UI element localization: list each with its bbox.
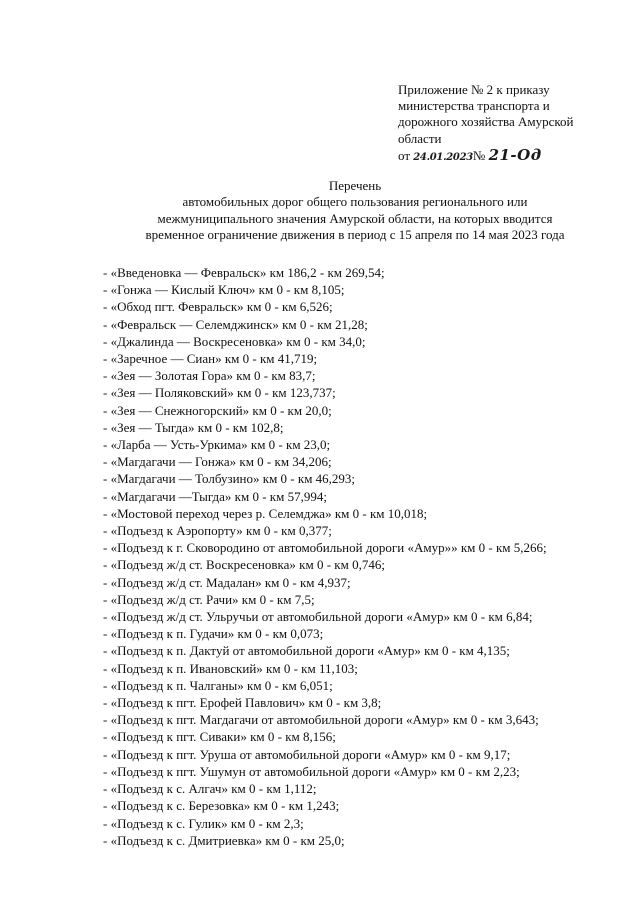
road-item: - «Заречное — Сиан» км 0 - км 41,719; (103, 351, 318, 367)
title-line: межмуниципального значения Амурской области, на которых вводится (157, 210, 553, 226)
road-item: - «Магдагачи —Тыгда» км 0 - км 57,994; (103, 488, 327, 504)
road-item: - «Подъезд ж/д ст. Рачи» км 0 - км 7,5; (103, 591, 315, 607)
handwritten-date: 24.01.2023 (413, 151, 473, 163)
road-item: - «Подъезд к с. Алгач» км 0 - км 1,112; (103, 781, 317, 797)
road-item: - «Магдагачи — Толбузино» км 0 - км 46,293; (103, 471, 356, 487)
road-item: - «Обход пгт. Февральск» км 0 - км 6,526; (103, 299, 333, 315)
road-item: - «Подъезд к пгт. Ерофей Павлович» км 0 - км 3,8; (103, 695, 382, 711)
road-item: - «Зея — Поляковский» км 0 - км 123,737; (103, 385, 336, 401)
road-item: - «Подъезд к г. Сковородино от автомобильной дороги «Амур»» км 0 - км 5,266; (103, 540, 547, 556)
road-item: - «Мостовой переход через р. Селемджа» км 0 - км 10,018; (103, 505, 428, 521)
title-line: Перечень (328, 178, 382, 193)
road-item: - «Подъезд ж/д ст. Ульручьи от автомобильной дороги «Амур» км 0 - км 6,84; (103, 609, 533, 625)
appendix-line: дорожного хозяйства Амурской (398, 114, 574, 130)
road-item: - «Подъезд ж/д ст. Воскресеновка» км 0 - км 0,746; (103, 557, 385, 573)
road-item: - «Подъезд ж/д ст. Мадалан» км 0 - км 4,937; (103, 574, 351, 590)
appendix-line: Приложение № 2 к приказу (398, 82, 550, 97)
road-item: - «Подъезд к Аэропорту» км 0 - км 0,377; (103, 523, 332, 539)
order-date-number (398, 147, 598, 166)
road-item: - «Подъезд к пгт. Уруша от автомобильной дороги «Амур» км 0 - км 9,17; (103, 746, 511, 762)
appendix-header (398, 82, 598, 166)
road-item: - «Февральск — Селемджинск» км 0 - км 21,28; (103, 316, 368, 332)
title-line: временное ограничение движения в период с 15 апреля по 14 мая 2023 года (145, 227, 565, 243)
road-item: - «Гонжа — Кислый Ключ» км 0 - км 8,105; (103, 282, 345, 298)
road-item: - «Ларба — Усть-Уркима» км 0 - км 23,0; (103, 437, 331, 453)
date-prefix: от (398, 147, 411, 163)
road-item: - «Введеновка — Февральск» км 186,2 - км 269,54; (103, 265, 385, 280)
road-item: - «Зея — Золотая Гора» км 0 - км 83,7; (103, 368, 316, 384)
road-item: - «Зея — Снежногорский» км 0 - км 20,0; (103, 402, 332, 418)
road-item: - «Подъезд к с. Березовка» км 0 - км 1,243; (103, 798, 340, 814)
roads-list (103, 264, 633, 849)
road-item: - «Подъезд к п. Ивановский» км 0 - км 11,103; (103, 660, 358, 676)
document-title (100, 178, 610, 244)
road-item: - «Подъезд к пгт. Магдагачи от автомобильной дороги «Амур» км 0 - км 3,643; (103, 712, 539, 728)
road-item: - «Подъезд к с. Дмитриевка» км 0 - км 25,0; (103, 832, 345, 848)
handwritten-order-number: 21-Од (488, 145, 542, 164)
road-item: - «Подъезд к пгт. Ушумун от автомобильной дороги «Амур» км 0 - км 2,23; (103, 763, 520, 779)
road-item: - «Магдагачи — Гонжа» км 0 - км 34,206; (103, 454, 332, 470)
number-label: № (472, 147, 486, 163)
appendix-line: области (398, 130, 442, 146)
road-item: - «Подъезд к пгт. Сиваки» км 0 - км 8,156; (103, 729, 336, 745)
road-item: - «Зея — Тыгда» км 0 - км 102,8; (103, 419, 284, 435)
road-item: - «Подъезд к с. Гулик» км 0 - км 2,3; (103, 815, 304, 831)
appendix-line: министерства транспорта и (398, 98, 550, 114)
road-item: - «Подъезд к п. Чалганы» км 0 - км 6,051; (103, 677, 333, 693)
road-item: - «Подъезд к п. Гудачи» км 0 - км 0,073; (103, 626, 324, 642)
title-line: автомобильных дорог общего пользования регионального или (182, 194, 528, 210)
road-item: - «Подъезд к п. Дактуй от автомобильной дороги «Амур» км 0 - км 4,135; (103, 643, 510, 659)
road-item: - «Джалинда — Воскресеновка» км 0 - км 34,0; (103, 333, 366, 349)
